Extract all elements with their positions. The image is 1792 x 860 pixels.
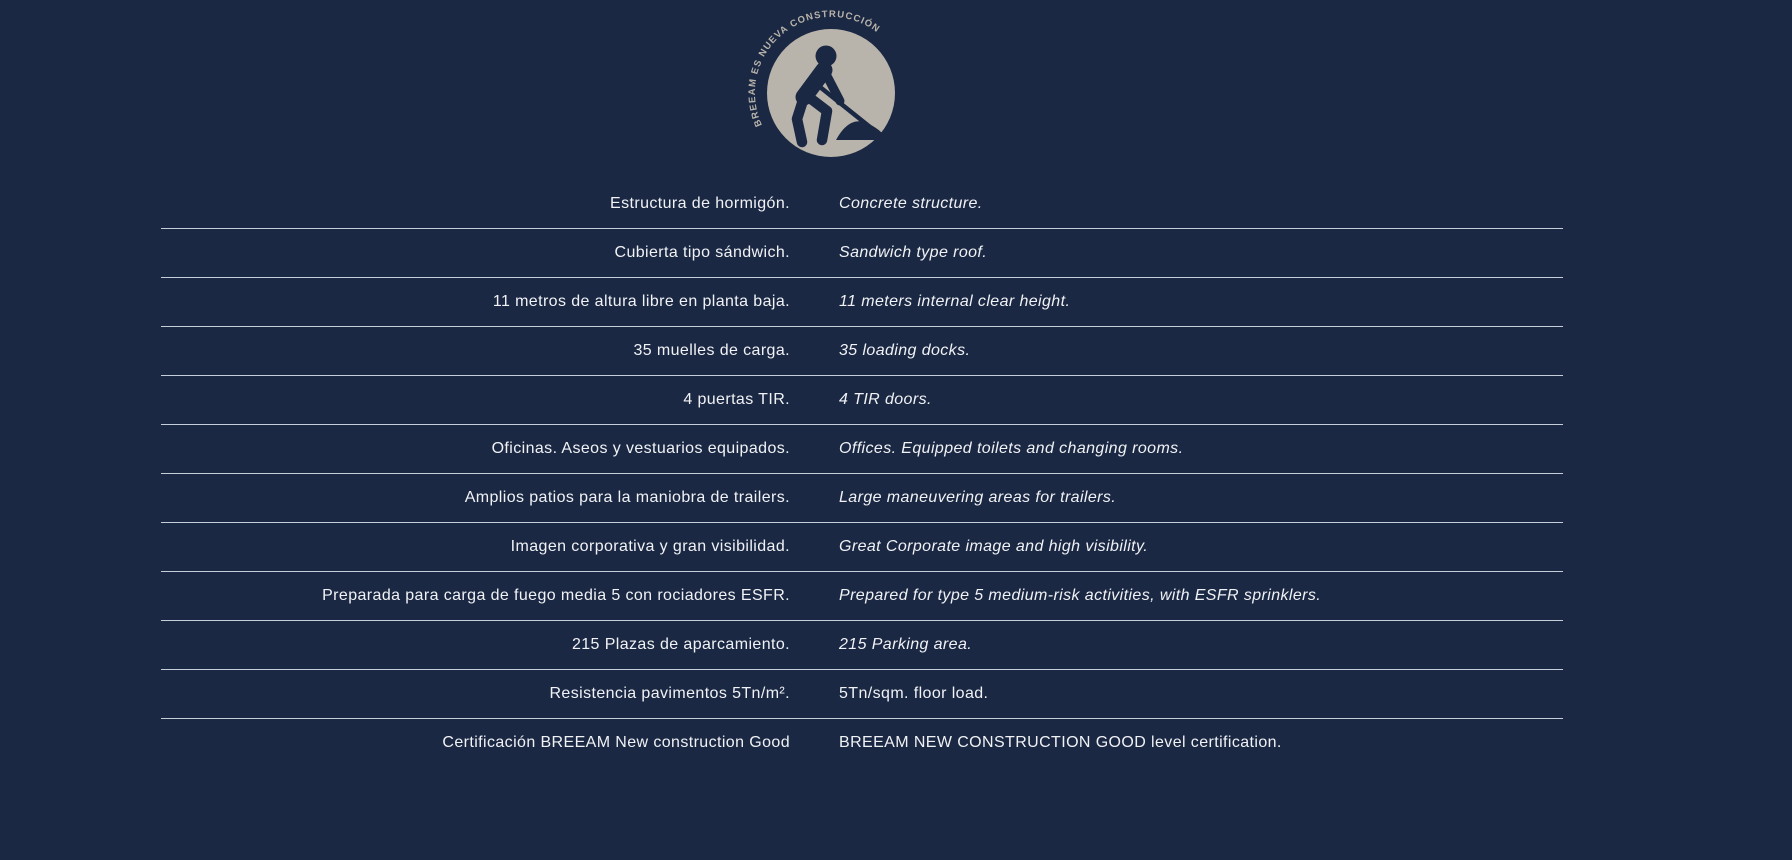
spec-es-text: 11 metros de altura libre en planta baja. [492, 293, 790, 310]
spec-en-text: Concrete structure. [839, 195, 983, 212]
spec-es-text: 35 muelles de carga. [633, 342, 790, 359]
spec-en-text: BREEAM NEW CONSTRUCTION GOOD level certification. [839, 734, 1282, 751]
construction-worker-digging-icon [746, 3, 916, 173]
spec-en-text: Offices. Equipped toilets and changing rooms. [839, 440, 1184, 457]
spec-es-text: Cubierta tipo sándwich. [614, 244, 790, 261]
spec-es-text: Certificación BREEAM New construction Good [442, 734, 790, 751]
spec-es-cell [161, 489, 790, 507]
spec-table [161, 180, 1563, 767]
spec-es-cell [161, 293, 790, 311]
spec-es-cell [161, 391, 790, 409]
spec-en-text: 215 Parking area. [839, 636, 973, 653]
spec-es-text: 215 Plazas de aparcamiento. [571, 636, 790, 653]
spec-es-text: Preparada para carga de fuego media 5 con rociadores ESFR. [322, 587, 790, 604]
spec-en-text: Sandwich type roof. [839, 244, 988, 261]
table-row [161, 474, 1563, 523]
spec-es-cell [161, 195, 790, 213]
spec-en-text: Large maneuvering areas for trailers. [839, 489, 1117, 506]
table-row [161, 425, 1563, 474]
badge-arc-text: BREEAM ES NUEVA CONSTRUCCIÓN [746, 8, 883, 129]
table-row [161, 229, 1563, 278]
table-row [161, 278, 1563, 327]
spec-es-cell [161, 636, 790, 654]
spec-en-text: 35 loading docks. [839, 342, 971, 359]
spec-es-cell [161, 244, 790, 262]
table-row [161, 327, 1563, 376]
spec-es-text: Oficinas. Aseos y vestuarios equipados. [491, 440, 790, 457]
spec-en-text: 4 TIR doors. [839, 391, 932, 408]
spec-es-text: Imagen corporativa y gran visibilidad. [510, 538, 790, 555]
spec-es-cell [161, 587, 790, 605]
spec-es-text: 4 puertas TIR. [683, 391, 790, 408]
table-row [161, 572, 1563, 621]
spec-en-text: 11 meters internal clear height. [839, 293, 1071, 310]
spec-es-cell [161, 734, 790, 752]
spec-es-text: Amplios patios para la maniobra de trailers. [464, 489, 790, 506]
table-row [161, 523, 1563, 572]
table-row [161, 180, 1563, 229]
spec-es-text: Estructura de hormigón. [610, 195, 790, 212]
table-row [161, 621, 1563, 670]
table-row [161, 719, 1563, 767]
spec-es-cell [161, 342, 790, 360]
spec-es-cell [161, 685, 790, 703]
spec-es-cell [161, 538, 790, 556]
spec-en-text: Prepared for type 5 medium-risk activities, with ESFR sprinklers. [839, 587, 1322, 604]
spec-en-text: Great Corporate image and high visibility. [839, 538, 1149, 555]
breeam-badge [746, 3, 916, 173]
table-row [161, 376, 1563, 425]
spec-en-text: 5Tn/sqm. floor load. [839, 685, 989, 702]
spec-es-cell [161, 440, 790, 458]
table-row [161, 670, 1563, 719]
spec-es-text: Resistencia pavimentos 5Tn/m². [549, 685, 790, 702]
